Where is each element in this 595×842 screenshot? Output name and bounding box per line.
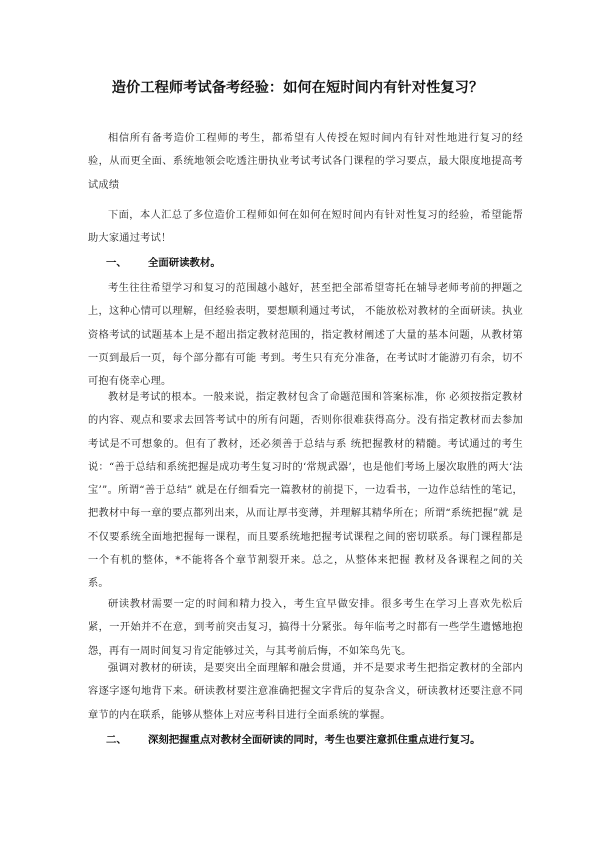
intro-paragraph-2: 下面，本人汇总了多位造价工程师如何在如何在短时间内有针对性复习的经验，希望能帮助大家通过考试！ xyxy=(88,210,523,245)
section-1-paragraph-3: 研读教材需要一定的时间和精力投入，考生宜早做安排。很多考生在学习上喜欢先松后紧，一开始并不在意，到考前突击复习，搞得十分紧张。每年临考之时都有一些学生遗憾地抱怨，再有一周时间复习肯定能够过关，与其考前后悔，不如笨鸟先飞。 xyxy=(88,599,523,657)
section-1-paragraph-4: 强调对教材的研读，是要突出全面理解和融会贯通，并不是要求考生把指定教材的全部内容逐字逐句地背下来。研读教材要注意准确把握文字背后的复杂含义，研读教材还要注意不同章节的内在联系，能够从整体上对应考科目进行全面系统的掌握。 xyxy=(88,663,523,721)
section-2-heading xyxy=(88,729,523,752)
section-1-number: 一、 xyxy=(106,257,127,269)
section-1-paragraph-2: 教材是考试的根本。一般来说，指定教材包含了命题范围和答案标准，你 必须按指定教材的内容、观点和要求去回答考试中的所有问题，否则你很难获得高分。没有指定教材而去参加考试是不可想象的。但有了教材，还必须善于总结与系 统把握教材的精髓。考试通过的考生说：“善于总结和系统把握是成功考生复习时的‘常规武器’，也是他们考场上屡次取胜的两大‘法宝’”。所谓“善于总结” 就是在仔细看完一篇教材的前提下，一边看书，一边作总结性的笔记，把教材中每一章的要点都列出来，从而让厚书变薄，并理解其精华所在；所谓“系统把握”就 是不仅要系统全面地把握每一课程，而且要系统地把握考试课程之间的密切联系。每门课程都是一个有机的整体，*不能将各个章节割裂开来。总之，从整体来把握 教材及各课程之间的关系。 xyxy=(88,392,523,590)
section-1-title: 全面研读教材。 xyxy=(148,257,221,269)
section-1-heading xyxy=(88,252,523,275)
document-title: 造价工程师考试备考经验：如何在短时间内有针对性复习？ xyxy=(111,80,484,96)
section-1-paragraph-1: 考生往往希望学习和复习的范围越小越好，甚至把全部希望寄托在辅导老师考前的押题之上，这种心情可以理解，但经验表明，要想顺利通过考试， 不能放松对教材的全面研读。执业资格考试的试题基本上是不超出指定教材范围的，指定教材阐述了大量的基本问题，从教材第一页到最后一页，每个部分都有可能 考到。考生只有充分准备，在考试时才能游刃有余，切不可抱有侥幸心理。 xyxy=(88,283,523,388)
section-2-title: 深刻把握重点对教材全面研读的同时，考生也要注意抓住重点进行复习。 xyxy=(148,734,481,746)
intro-paragraph-1: 相信所有备考造价工程师的考生，都希望有人传授在短时间内有针对性地进行复习的经验，从而更全面、系统地领会吃透注册执业考试考试各门课程的学习要点，最大限度地提高考试成绩 xyxy=(88,133,523,191)
section-2-number: 二、 xyxy=(106,734,127,746)
